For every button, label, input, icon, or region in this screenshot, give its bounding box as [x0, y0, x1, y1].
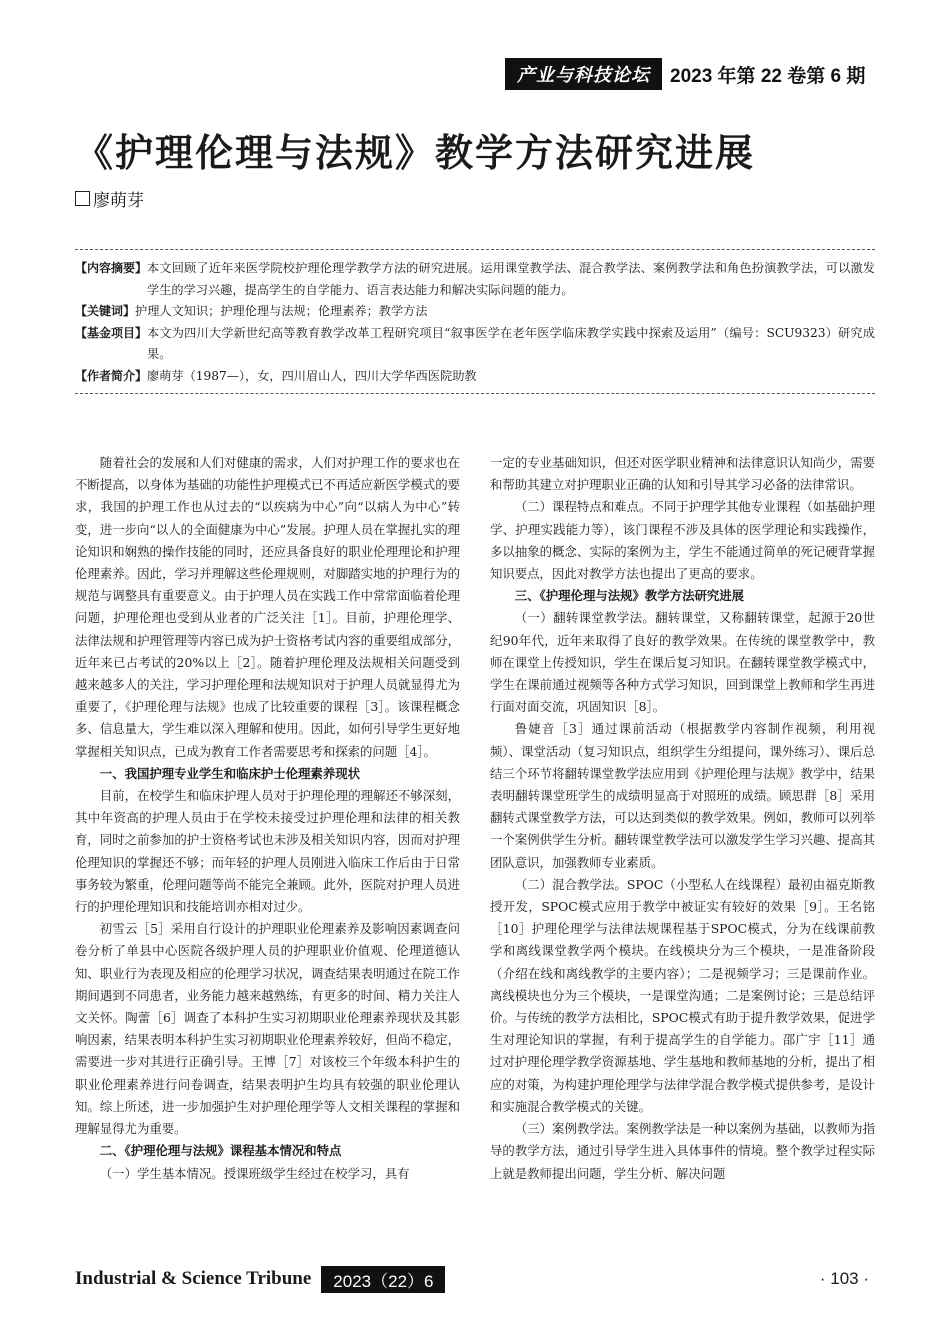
author-box-icon: [75, 191, 90, 206]
body-paragraph: 一定的专业基础知识，但还对医学职业精神和法律意识认知尚少，需要和帮助其建立对护理职业正确的认知和引导其学习必备的法律常识。: [490, 455, 875, 493]
abstract-text: 本文回顾了近年来医学院校护理伦理学教学方法的研究进展。运用课堂教学法、混合教学法、案例教学法和角色扮演教学法，可以激发学生的学习兴趣，提高学生的自学能力、语言表达能力和解决实际问题的能力。: [147, 261, 875, 297]
body-paragraph: （一）翻转课堂教学法。翻转课堂，又称翻转课堂，起源于20世纪90年代，近年来取得了良好的教学效果。在传统的课堂教学中，教师在课堂上传授知识，学生在课后复习知识。在翻转课堂教学模式中，学生在课前通过视频等各种方式学习知识，回到课堂上教师和学生再进行面对面交流，巩固知识［8］。: [490, 610, 875, 715]
author-bio-row: [75, 366, 875, 388]
footer-issue-tag: 2023（22）6: [321, 1266, 445, 1293]
author-bio-label: 【作者简介】: [75, 368, 148, 383]
author-name: 廖萌芽: [93, 191, 144, 211]
body-paragraph: （二）课程特点和难点。不同于护理学其他专业课程（如基础护理学、护理实践能力等），该门课程不涉及具体的医学理论和实践操作，多以抽象的概念、实际的案例为主，学生不能通过简单的死记硬背掌握知识要点，因此对教学方法也提出了更高的要求。: [490, 499, 875, 582]
journal-name-tag: 产业与科技论坛: [505, 58, 662, 90]
fund-row: [75, 323, 875, 366]
article-title: 《护理伦理与法规》教学方法研究进展: [75, 131, 756, 175]
abstract-block: [75, 249, 875, 394]
body-paragraph: 初雪云［5］采用自行设计的护理职业伦理素养及影响因素调查问卷分析了单县中心医院各级护理人员的护理职业价值观、伦理道德认知、职业行为表现及相应的伦理学习状况，调查结果表明通过在院工作期间遇到不同患者，业务能力越来越熟练，有更多的时间、精力关注人文关怀。陶蕾［6］调查了本科护生实习初期职业伦理素养现状及其影响因素，结果表明本科护生实习初期职业伦理素养较好，但尚不稳定，需要进一步对其进行正确引导。王博［7］对该校三个年级本科护生的职业伦理素养进行问卷调查，结果表明护生均具有较强的职业伦理认知。综上所述，进一步加强护生对护理伦理学等人文相关课程的掌握和理解显得尤为重要。: [75, 921, 460, 1137]
page-number: · 103 ·: [819, 1269, 869, 1288]
page-footer: [75, 1266, 875, 1292]
section-heading: 二、《护理伦理与法规》课程基本情况和特点: [99, 1143, 342, 1159]
body-paragraph: 目前，在校学生和临床护理人员对于护理伦理的理解还不够深刻，其中年资高的护理人员由于在学校未接受过护理伦理和法律的相关教育，同时之前参加的护士资格考试也未涉及相关知识内容，因而对护理伦理知识的掌握还不够；而年轻的护理人员刚进入临床工作后由于日常事务较为繁重，伦理问题等尚不能完全兼顾。此外，医院对护理人员进行的护理伦理知识和技能培训亦相对过少。: [75, 788, 460, 915]
fund-text: 本文为四川大学新世纪高等教育教学改革工程研究项目“叙事医学在老年医学临床教学实践中探索及运用”（编号：SCU9323）研究成果。: [147, 325, 875, 361]
abstract-label: 【内容摘要】: [75, 261, 148, 275]
author-bio-text: 廖萌芽（1987—），女，四川眉山人，四川大学华西医院助教: [147, 368, 477, 383]
left-column: [75, 452, 460, 1185]
body-paragraph: （三）案例教学法。案例教学法是一种以案例为基础，以教师为指导的教学方法，通过引导学生进入具体事件的情境。整个教学过程实际上就是教师提出问题，学生分析、解决问题: [490, 1121, 875, 1181]
body-paragraph: （一）学生基本情况。授课班级学生经过在校学习，具有: [99, 1165, 410, 1181]
keywords-label: 【关键词】: [75, 304, 136, 318]
author-line: [75, 186, 144, 211]
journal-header: [505, 58, 885, 90]
body-paragraph: （二）混合教学法。SPOC（小型私人在线课程）最初由福克斯教授开发，SPOC模式应用于教学中被证实有较好的效果［9］。王名铭［10］护理伦理学与法律法规课程基于SPOC模式，分为在线课前教学和离线课堂教学两个模块。在线模块分为三个模块，一是准备阶段（介绍在线和离线教学的主要内容）；二是视频学习；三是课前作业。离线模块也分为三个模块，一是课堂沟通；二是案例讨论；三是总结评价。与传统的教学方法相比，SPOC模式有助于提升教学效果，促进学生对理论知识的掌握，有利于提高学生的自学能力。邵广宇［11］通过对护理伦理学教学资源基地、学生基地和教师基地的分析，提出了相应的对策，为构建护理伦理学与法律学混合教学模式提供参考，是设计和实施混合教学模式的关键。: [490, 876, 875, 1114]
right-column: [490, 452, 875, 1185]
fund-label: 【基金项目】: [75, 325, 148, 340]
issue-info: 2023 年第 22 卷第 6 期: [670, 65, 866, 87]
section-heading: 一、我国护理专业学生和临床护士伦理素养现状: [99, 765, 360, 781]
body-paragraph: 鲁婕音［3］通过课前活动（根据教学内容制作视频，利用视频）、课堂活动（复习知识点，组织学生分组提问，课外练习）、课后总结三个环节将翻转课堂教学法应用到《护理伦理与法规》教学中，结果表明翻转课堂班学生的成绩明显高于对照班的成绩。顾思群［8］采用翻转式课堂教学方法，可以达到类似的教学效果。例如，教师可以列举一个案例供学生分析。翻转课堂教学法可以激发学生学习兴趣、提高其团队意识，加强教师专业素质。: [490, 721, 875, 870]
section-heading: 三、《护理伦理与法规》教学方法研究进展: [514, 588, 745, 604]
abstract-row: [75, 258, 875, 301]
keywords-row: [75, 301, 875, 323]
keywords-text: 护理人文知识；护理伦理与法规；伦理素养；教学方法: [135, 304, 428, 318]
journal-english-name: Industrial & Science Tribune: [75, 1268, 312, 1289]
body-paragraph: 随着社会的发展和人们对健康的需求，人们对护理工作的要求也在不断提高，以身体为基础的功能性护理模式已不再适应新医学模式的要求，我国的护理工作也从过去的“以疾病为中心”向“以病人为中心”转变，进一步向“以人的全面健康为中心”发展。护理人员在掌握扎实的理论知识和娴熟的操作技能的同时，还应具备良好的职业伦理理论和护理伦理素养。因此，学习并理解这些伦理规则，对脚踏实地的护理行为的规范与调整具有重要意义。由于护理人员在实践工作中常常面临着伦理问题，护理伦理也受到从业者的广泛关注［1］。目前，护理伦理学、法律法规和护理管理等内容已成为护士资格考试内容的重要组成部分，近年来已占考试的20%以上［2］。随着护理伦理及法规相关问题受到越来越多人的关注，学习护理伦理和法规知识对于护理人员就显得尤为重要了，《护理伦理与法规》也成了比较重要的课程［3］。该课程概念多、信息量大，学生难以深入理解和使用。因此，如何引导学生更好地掌握相关知识点，已成为教育工作者需要思考和探索的问题［4］。: [75, 455, 460, 759]
